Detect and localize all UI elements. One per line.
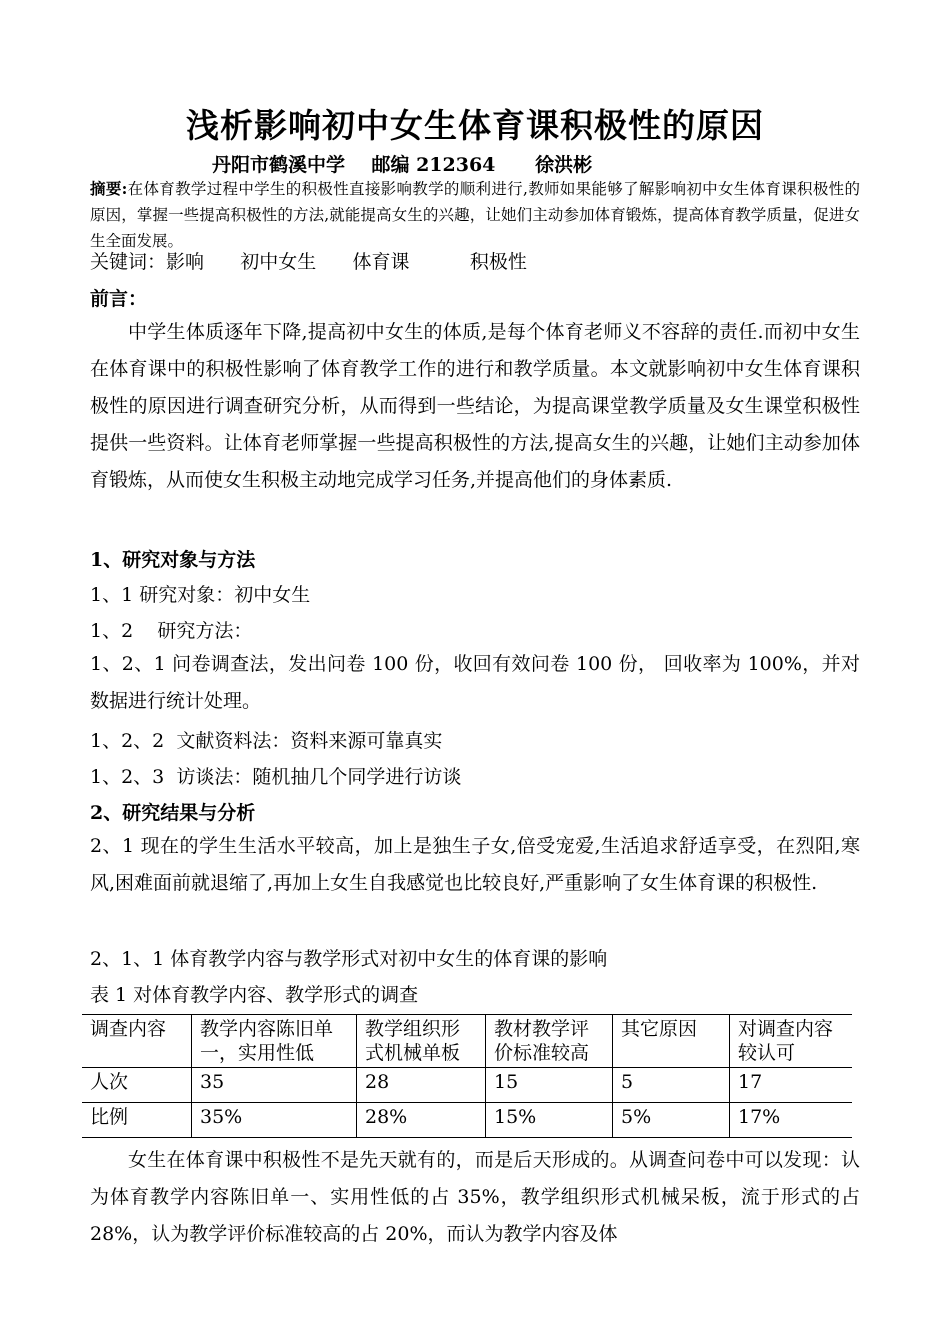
table-cell: 35 bbox=[192, 1068, 357, 1103]
table-header-cell: 调查内容 bbox=[82, 1015, 192, 1068]
abstract-label: 摘要: bbox=[90, 179, 128, 198]
table-cell: 15% bbox=[486, 1103, 613, 1138]
table-cell: 35% bbox=[192, 1103, 357, 1138]
table-cell: 比例 bbox=[82, 1103, 192, 1138]
table-header-cell: 其它原因 bbox=[613, 1015, 730, 1068]
abstract-text: 在体育教学过程中学生的积极性直接影响教学的顺利进行,教师如果能够了解影响初中女生体育课积极性的原因，掌握一些提高积极性的方法,就能提高女生的兴趣，让她们主动参加体育锻炼，提高体育教学质量，促进女生全面发展。 bbox=[90, 180, 860, 250]
author-byline: 丹阳市鹤溪中学 邮编 212364 徐洪彬 bbox=[212, 154, 593, 176]
document-title: 浅析影响初中女生体育课积极性的原因 bbox=[186, 106, 764, 145]
table-caption: 表 1 对体育教学内容、教学形式的调查 bbox=[90, 984, 419, 1006]
table-header-cell: 教学内容陈旧单一，实用性低 bbox=[192, 1015, 357, 1068]
section-1-2-3: 1、2、3 访谈法：随机抽几个同学进行访谈 bbox=[90, 766, 462, 788]
section-2-heading: 2、研究结果与分析 bbox=[90, 802, 256, 824]
section-2-1: 2、1 现在的学生生活水平较高，加上是独生子女,倍受宠爱,生活追求舒适享受，在烈阳,寒风,困难面前就退缩了,再加上女生自我感觉也比较良好,严重影响了女生体育课的积极性. bbox=[90, 835, 860, 894]
table-header-cell: 对调查内容较认可 bbox=[730, 1015, 853, 1068]
section-1-2-2: 1、2、2 文献资料法：资料来源可靠真实 bbox=[90, 730, 443, 752]
table-header-cell: 教学组织形式机械单板 bbox=[357, 1015, 486, 1068]
analysis-paragraph: 女生在体育课中积极性不是先天就有的，而是后天形成的。从调查问卷中可以发现：认为体育教学内容陈旧单一、实用性低的占 35%，教学组织形式机械呆板，流于形式的占 28%，认为教学评价标准较高的占 20%，而认为教学内容及体 bbox=[90, 1149, 860, 1245]
table-header-cell: 教材教学评价标准较高 bbox=[486, 1015, 613, 1068]
table-cell: 人次 bbox=[82, 1068, 192, 1103]
keywords: 关键词：影响 初中女生 体育课 积极性 bbox=[90, 251, 527, 273]
table-cell: 15 bbox=[486, 1068, 613, 1103]
section-2-1-1: 2、1、1 体育教学内容与教学形式对初中女生的体育课的影响 bbox=[90, 948, 608, 970]
section-1-1: 1、1 研究对象：初中女生 bbox=[90, 584, 311, 606]
table-cell: 17% bbox=[730, 1103, 853, 1138]
section-1-heading: 1、研究对象与方法 bbox=[90, 549, 256, 571]
table-cell: 17 bbox=[730, 1068, 853, 1103]
table-cell: 28% bbox=[357, 1103, 486, 1138]
table-header-row bbox=[82, 1015, 852, 1068]
preface-heading: 前言： bbox=[90, 288, 148, 310]
table-row bbox=[82, 1103, 852, 1138]
table-cell: 5% bbox=[613, 1103, 730, 1138]
abstract bbox=[90, 176, 860, 254]
survey-table bbox=[82, 1014, 852, 1138]
table-cell: 28 bbox=[357, 1068, 486, 1103]
section-1-2-1: 1、2、1 问卷调查法，发出问卷 100 份，收回有效问卷 100 份， 回收率为 100%，并对数据进行统计处理。 bbox=[90, 653, 860, 712]
section-1-2: 1、2 研究方法： bbox=[90, 620, 253, 642]
table-cell: 5 bbox=[613, 1068, 730, 1103]
table-row bbox=[82, 1068, 852, 1103]
preface-paragraph: 中学生体质逐年下降,提高初中女生的体质,是每个体育老师义不容辞的责任.而初中女生在体育课中的积极性影响了体育教学工作的进行和教学质量。本文就影响初中女生体育课积极性的原因进行调查研究分析，从而得到一些结论，为提高课堂教学质量及女生课堂积极性提供一些资料。让体育老师掌握一些提高积极性的方法,提高女生的兴趣，让她们主动参加体育锻炼，从而使女生积极主动地完成学习任务,并提高他们的身体素质. bbox=[90, 321, 860, 491]
